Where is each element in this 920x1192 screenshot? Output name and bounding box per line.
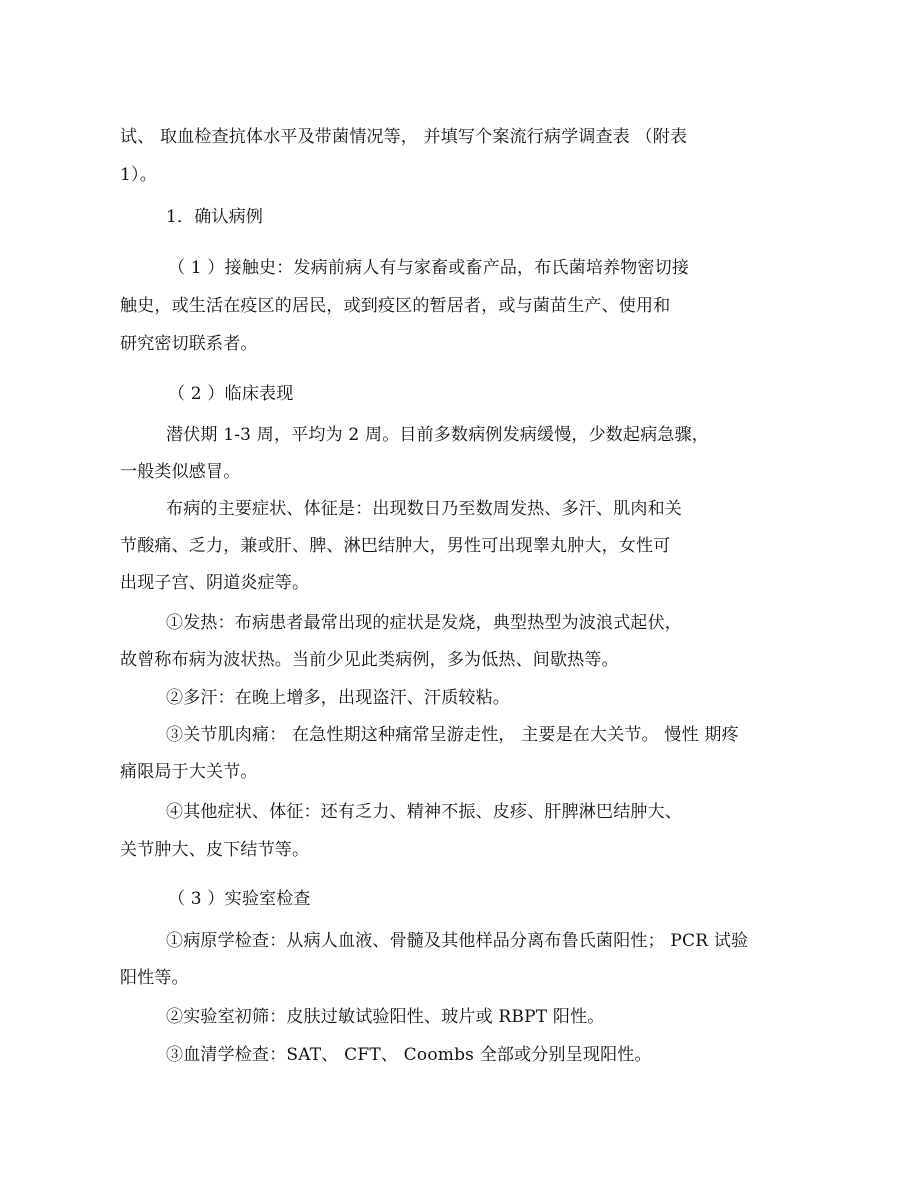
paragraph-line: 触史，或生活在疫区的居民，或到疫区的暂居者，或与菌苗生产、使用和 — [120, 296, 671, 316]
section-heading: 1．确认病例 — [166, 207, 264, 227]
subsection-heading: （ 2 ）临床表现 — [168, 384, 294, 404]
paragraph-line: 1）。 — [120, 165, 157, 185]
subsection-heading: （ 3 ）实验室检查 — [168, 889, 311, 909]
list-item: ②实验室初筛：皮肤过敏试验阳性、玻片或 RBPT 阳性。 — [166, 1007, 605, 1027]
paragraph-line: 关节肿大、皮下结节等。 — [120, 840, 310, 860]
paragraph-line: 潜伏期 1-3 周，平均为 2 周。目前多数病例发病缓慢，少数起病急骤， — [166, 425, 710, 445]
paragraph-line: 痛限局于大关节。 — [120, 762, 258, 782]
list-item: ①病原学检查：从病人血液、骨髓及其他样品分离布鲁氏菌阳性； PCR 试验 — [166, 931, 749, 951]
list-item: ①发热：布病患者最常出现的症状是发烧，典型热型为波浪式起伏， — [166, 613, 682, 633]
list-item: ③关节肌肉痛： 在急性期这种痛常呈游走性， 主要是在大关节。 慢性 期疼 — [166, 725, 739, 745]
paragraph-line: 一般类似感冒。 — [120, 462, 241, 482]
paragraph-line: 出现子宫、阴道炎症等。 — [120, 573, 310, 593]
paragraph-line: 布病的主要症状、体征是：出现数日乃至数周发热、多汗、肌肉和关 — [166, 499, 682, 519]
paragraph-line: 试、 取血检查抗体水平及带菌情况等， 并填写个案流行病学调查表 （附表 — [120, 127, 688, 147]
subsection-heading: （ 1 ）接触史：发病前病人有与家畜或畜产品，布氏菌培养物密切接 — [168, 258, 690, 278]
paragraph-line: 节酸痛、乏力，兼或肝、脾、淋巴结肿大，男性可出现睾丸肿大，女性可 — [120, 536, 671, 556]
list-item: ②多汗：在晚上增多，出现盗汗、汗质较粘。 — [166, 688, 510, 708]
list-item: ③血清学检查：SAT、 CFT、 Coombs 全部或分别呈现阳性。 — [166, 1045, 652, 1065]
paragraph-line: 阳性等。 — [120, 968, 189, 988]
paragraph-line: 故曾称布病为波状热。当前少见此类病例，多为低热、间歇热等。 — [120, 650, 619, 670]
list-item: ④其他症状、体征：还有乏力、精神不振、皮疹、肝脾淋巴结肿大、 — [166, 802, 682, 822]
paragraph-line: 研究密切联系者。 — [120, 334, 258, 354]
